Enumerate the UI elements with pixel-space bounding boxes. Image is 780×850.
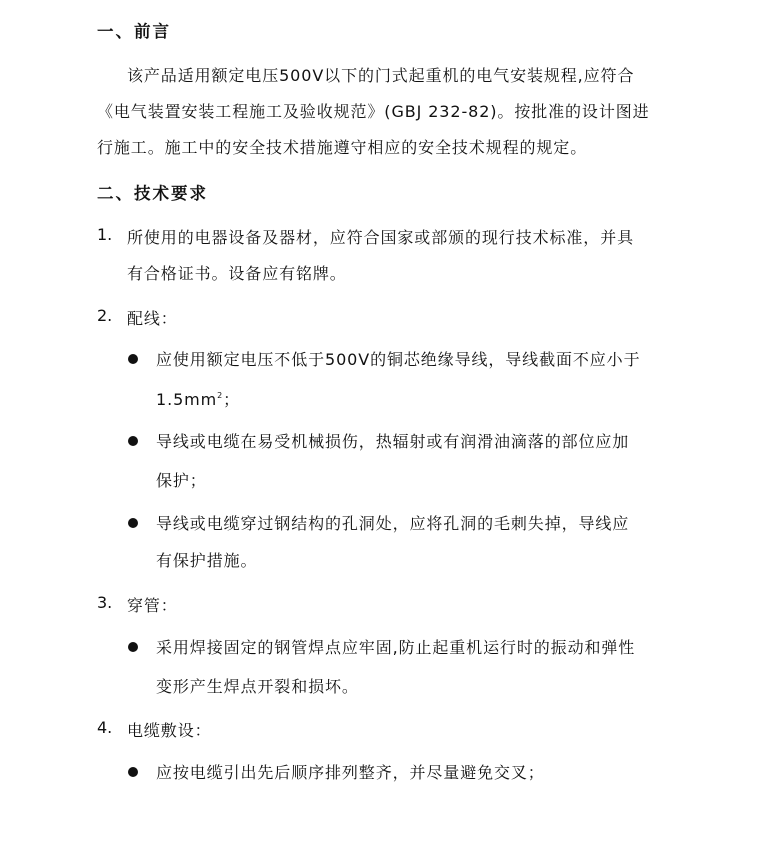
bullet-text-part: 1.5mm: [156, 390, 218, 409]
paragraph-line: 行施工。施工中的安全技术措施遵守相应的安全技术规程的规定。: [97, 138, 588, 157]
list-item-text: 所使用的电器设备及器材，应符合国家或部颁的现行技术标准，并具: [127, 228, 635, 247]
bullet-text-tail: ；: [223, 390, 241, 409]
list-item-number: 3.: [97, 593, 113, 612]
bullet-dot: [128, 354, 138, 364]
paragraph-line: 该产品适用额定电压500V以下的门式起重机的电气安装规程,应符合: [127, 66, 635, 85]
bullet-dot: [128, 436, 138, 446]
paragraph-line: 《电气装置安装工程施工及验收规范》(GBJ 232-82)。按批准的设计图进: [97, 102, 650, 121]
list-item-number: 2.: [97, 306, 113, 325]
bullet-text: 应使用额定电压不低于500V的铜芯绝缘导线，导线截面不应小于: [156, 350, 641, 369]
list-item-text: 有合格证书。设备应有铭牌。: [127, 264, 347, 283]
list-item-number: 1.: [97, 225, 113, 244]
bullet-dot: [128, 767, 138, 777]
list-item-title: 配线：: [127, 309, 178, 328]
bullet-text: 导线或电缆在易受机械损伤，热辐射或有润滑油滴落的部位应加: [156, 432, 630, 451]
bullet-text: 应按电缆引出先后顺序排列整齐，并尽量避免交叉；: [156, 763, 545, 782]
list-item-title: 穿管：: [127, 596, 178, 615]
section-heading-technical-requirements: 二、技术要求: [97, 184, 208, 203]
superscript-exponent: 2: [217, 391, 224, 400]
section-heading-preface: 一、前言: [97, 22, 171, 41]
bullet-text: 保护；: [156, 471, 207, 490]
list-item-number: 4.: [97, 718, 113, 737]
bullet-text: 变形产生焊点开裂和损坏。: [156, 677, 359, 696]
bullet-text: 有保护措施。: [156, 551, 258, 570]
bullet-text: [156, 387, 240, 410]
list-item-title: 电缆敷设：: [127, 721, 212, 740]
bullet-text: 采用焊接固定的钢管焊点应牢固,防止起重机运行时的振动和弹性: [156, 638, 636, 657]
bullet-dot: [128, 642, 138, 652]
bullet-text: 导线或电缆穿过钢结构的孔洞处，应将孔洞的毛刺失掉，导线应: [156, 514, 630, 533]
bullet-dot: [128, 518, 138, 528]
